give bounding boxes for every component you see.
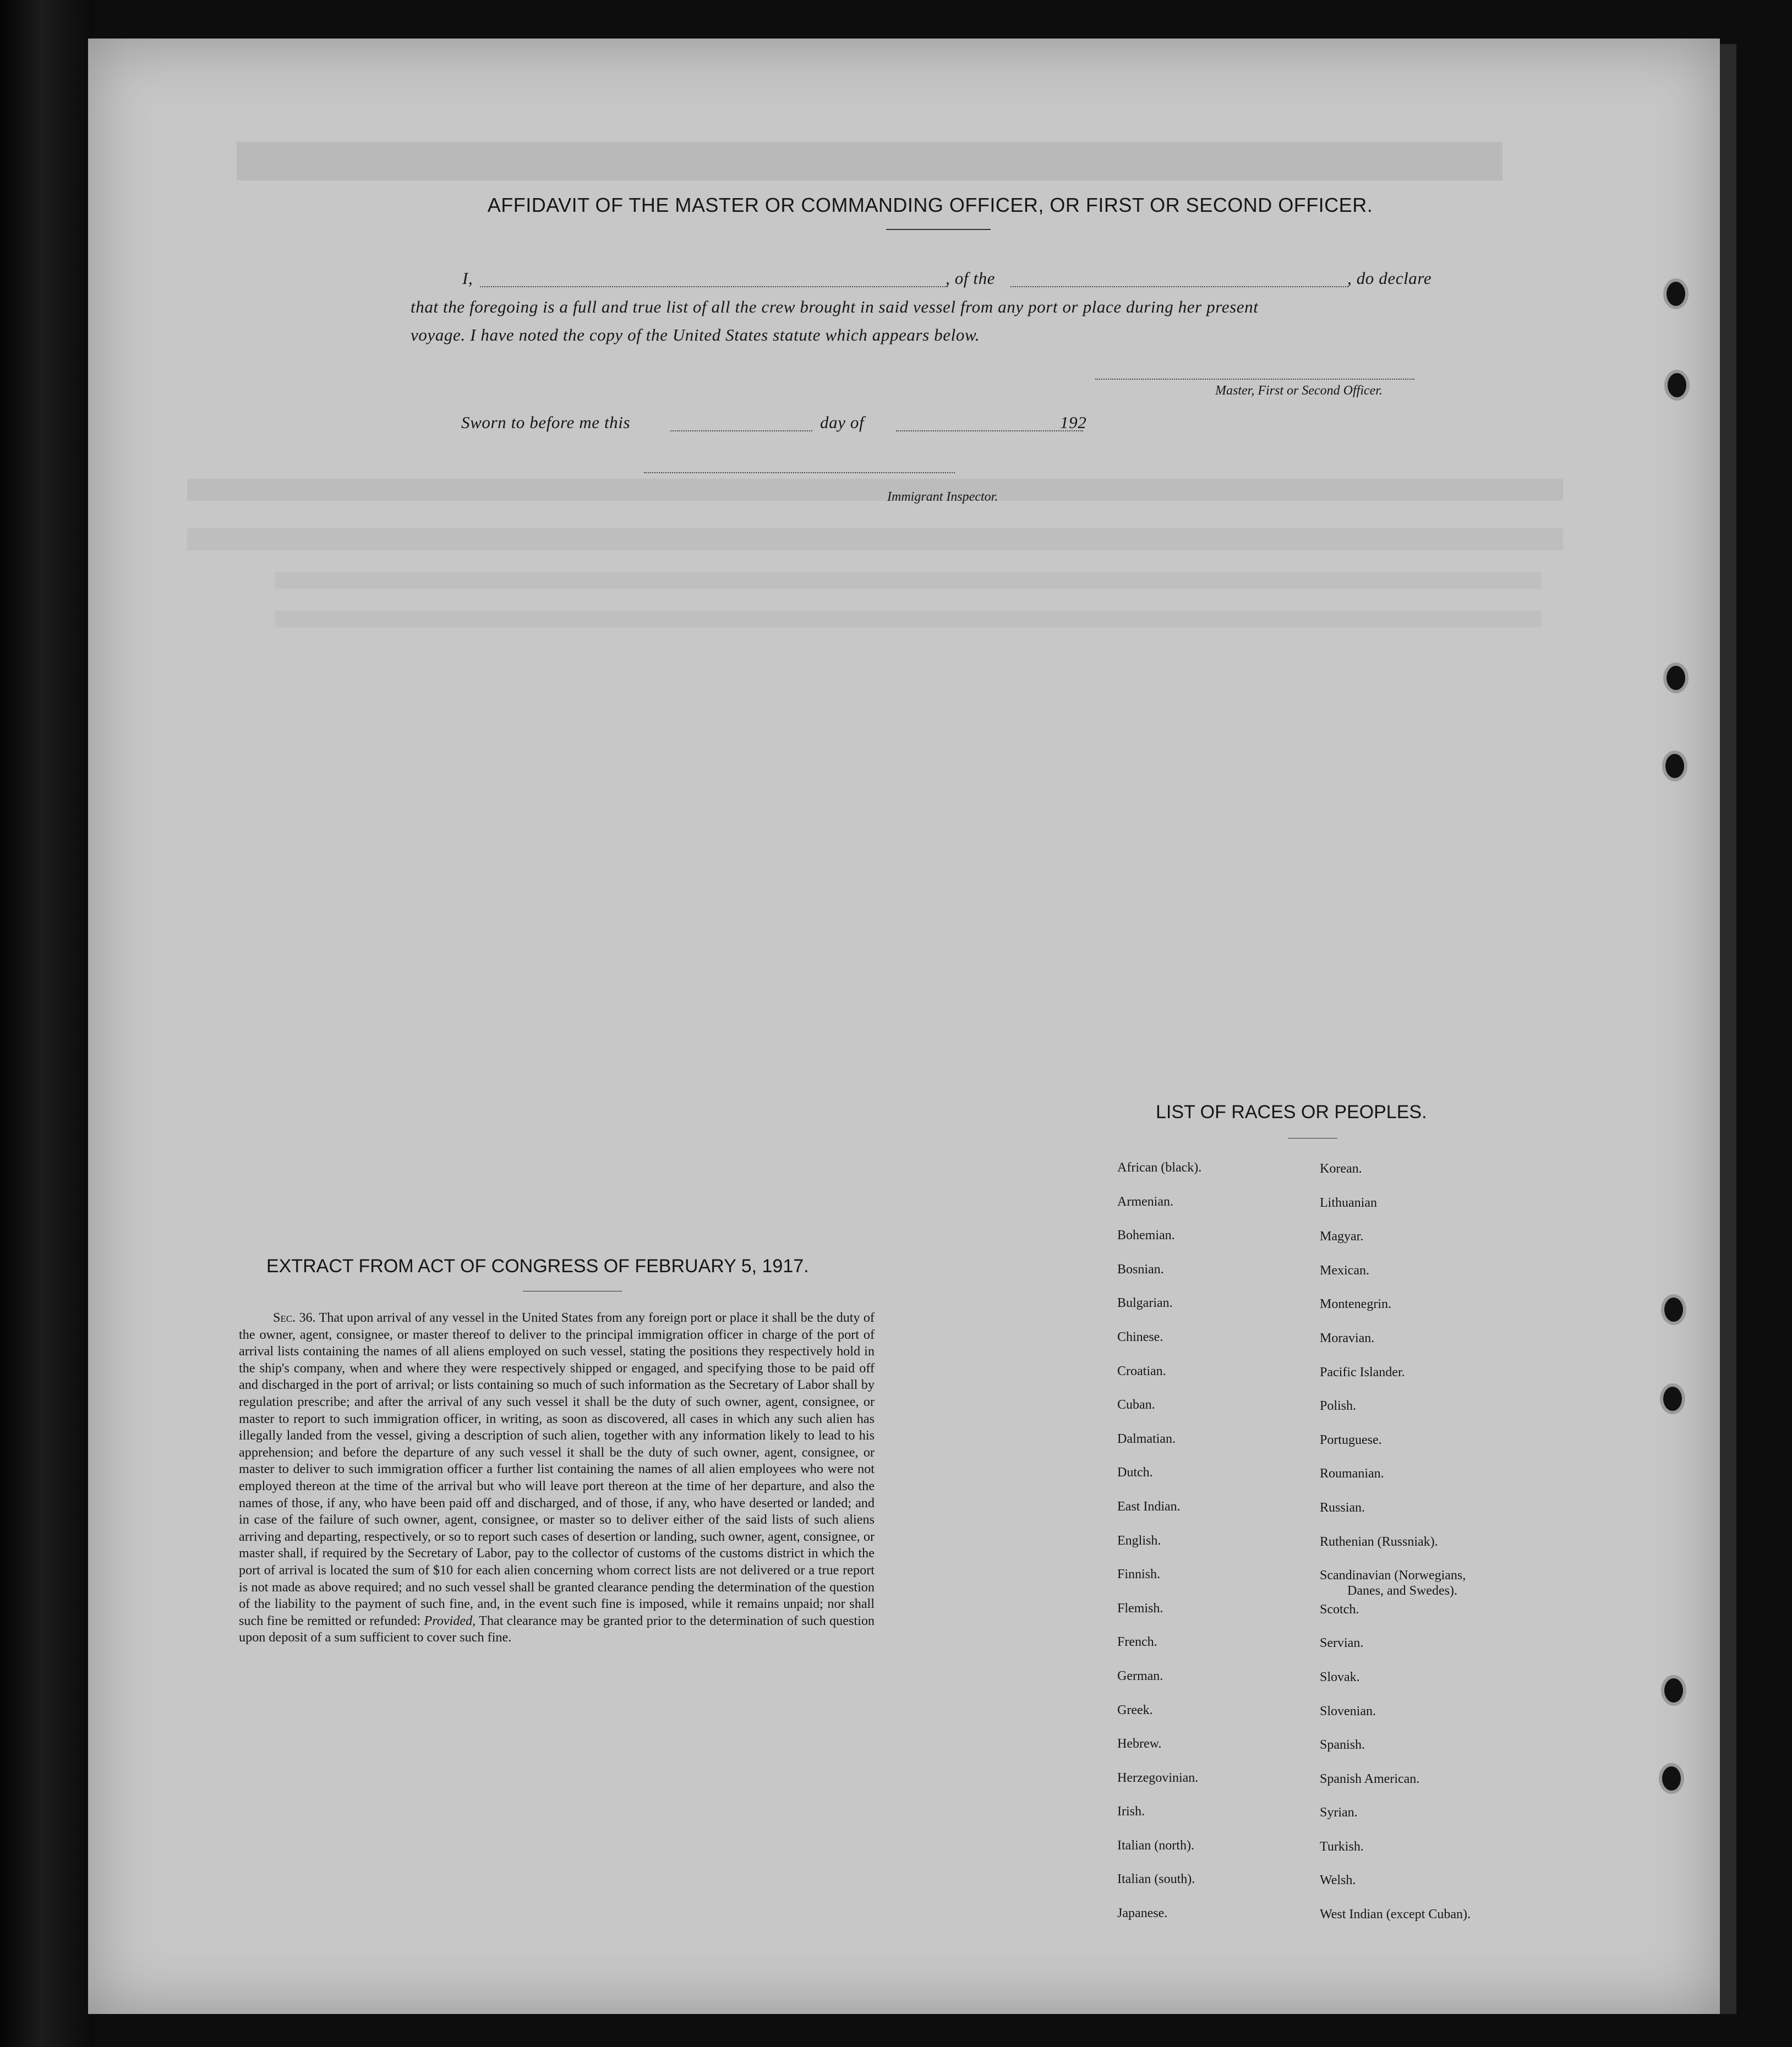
race-item: Portuguese. xyxy=(1320,1432,1382,1447)
binder-hole xyxy=(1668,373,1686,397)
race-item: Hebrew. xyxy=(1117,1737,1162,1752)
race-item: Croatian. xyxy=(1117,1364,1166,1378)
race-item: Polish. xyxy=(1320,1399,1357,1414)
affidavit-do-declare-label: , do declare xyxy=(1347,269,1432,288)
races-column-left xyxy=(1117,1160,1201,1940)
race-item-line-2: Danes, and Swedes). xyxy=(1347,1584,1457,1599)
inspector-caption: Immigrant Inspector. xyxy=(887,490,998,504)
race-item: Chinese. xyxy=(1117,1329,1163,1344)
affidavit-of-the-label: , of the xyxy=(946,269,996,288)
affidavit-line-2: that the foregoing is a full and true list of all the crew brought in said vessel from any port or place during her present xyxy=(411,297,1259,316)
race-item: Pacific Islander. xyxy=(1320,1365,1405,1380)
bleed-through-band xyxy=(275,611,1541,627)
race-item: Korean. xyxy=(1320,1162,1362,1176)
bleed-through-band xyxy=(237,142,1503,180)
race-item: East Indian. xyxy=(1117,1499,1181,1514)
binder-hole xyxy=(1664,1678,1683,1703)
signature-caption: Master, First or Second Officer. xyxy=(1215,384,1383,398)
race-item: Spanish American. xyxy=(1320,1771,1420,1786)
binder-hole xyxy=(1664,1298,1683,1322)
race-item-line-1: Scandinavian (Norwegians, xyxy=(1320,1568,1466,1583)
race-item: Dutch. xyxy=(1117,1465,1153,1480)
binder-hole xyxy=(1665,754,1684,778)
race-item: Cuban. xyxy=(1117,1398,1155,1413)
race-item: Flemish. xyxy=(1117,1601,1163,1616)
race-item: Dalmatian. xyxy=(1117,1431,1176,1446)
bleed-through-band xyxy=(187,479,1563,501)
race-item: Welsh. xyxy=(1320,1873,1356,1888)
vessel-blank xyxy=(1010,286,1348,287)
race-item: Irish. xyxy=(1117,1804,1145,1819)
month-blank xyxy=(896,430,1083,431)
provided-label: Provided, xyxy=(424,1613,476,1628)
race-item: Mexican. xyxy=(1320,1263,1369,1278)
race-item: French. xyxy=(1117,1635,1157,1650)
race-item: Greek. xyxy=(1117,1703,1153,1717)
affidavit-line-3: voyage. I have noted the copy of the United States statute which appears below. xyxy=(411,325,980,344)
race-item: Japanese. xyxy=(1117,1906,1168,1921)
race-item: Montenegrin. xyxy=(1320,1297,1391,1312)
race-item: Bosnian. xyxy=(1117,1262,1164,1277)
bleed-through-band xyxy=(187,528,1563,550)
race-item: Russian. xyxy=(1320,1500,1365,1515)
race-item: Spanish. xyxy=(1320,1738,1365,1753)
races-title-underline xyxy=(1288,1138,1337,1139)
race-item: Armenian. xyxy=(1117,1194,1173,1209)
scan-border-left xyxy=(0,0,94,2047)
race-item: Servian. xyxy=(1320,1636,1364,1651)
day-blank xyxy=(670,430,812,431)
race-item: Ruthenian (Russniak). xyxy=(1320,1534,1438,1549)
affidavit-i-label: I, xyxy=(462,269,473,288)
race-item: Moravian. xyxy=(1320,1331,1375,1345)
races-title: LIST OF RACES OR PEOPLES. xyxy=(1156,1102,1427,1123)
signature-blank xyxy=(1095,379,1414,380)
race-item: Scotch. xyxy=(1320,1602,1359,1617)
title-underline xyxy=(886,229,991,230)
extract-title: EXTRACT FROM ACT OF CONGRESS OF FEBRUARY 5, 1917. xyxy=(266,1256,809,1277)
race-item: Magyar. xyxy=(1320,1229,1364,1244)
scan-border-right xyxy=(1720,44,1736,2014)
name-blank xyxy=(480,286,948,287)
race-item: Italian (north). xyxy=(1117,1838,1194,1853)
race-item: Roumanian. xyxy=(1320,1466,1384,1481)
race-item: Italian (south). xyxy=(1117,1872,1195,1887)
extract-text-part-2: That clearance may be granted prior to the determination of such question upon deposit of a sum sufficient to cover such fine. xyxy=(239,1613,875,1645)
race-item: Bulgarian. xyxy=(1117,1296,1173,1311)
race-item: Herzegovinian. xyxy=(1117,1770,1199,1785)
binder-hole xyxy=(1663,1387,1682,1411)
race-item: German. xyxy=(1117,1668,1163,1683)
race-item: West Indian (except Cuban). xyxy=(1320,1907,1471,1922)
inspector-blank xyxy=(644,472,955,473)
bleed-through-band xyxy=(275,572,1541,589)
extract-text-part-1: That upon arrival of any vessel in the United States from any foreign port or place it shall be the duty of the owner, agent, consignee, or master thereof to deliver to the principal immigration officer in charge of the port of arrival lists containing the names of all aliens employed on such vessel, stating the positions they respectively hold in the ship's company, when and where they were respectively shipped or engaged, and specifying those to be paid off and discharged in the port of arrival; or lists containing so much of such information as the Secretary of Labor shall by regulation prescribe; and after the arrival of any such vessel it shall be the duty of such owner, agent, consignee, or master to report to such immigration officer, in writing, as soon as discovered, all cases in which any such alien has illegally landed from the vessel, giving a description of such alien, together with any information likely to lead to his apprehension; and before the departure of any such vessel it shall be the duty of such owner, agent, consignee, or master to deliver to such immigration officer a further list containing the names of all alien employees who were not employed thereon at the time of the arrival but who will leave port thereon at the time of her departure, and also the names of those, if any, who have been paid off and discharged, and of those, if any, who have deserted or landed; and in case of the failure of such owner, agent, consignee, or master so to deliver either of the said lists of such aliens arriving and departing, respectively, or so to report such cases of desertion or landing, such owner, agent, consignee, or master shall, if required by the Secretary of Labor, pay to the collector of customs of the customs district in which the port of arrival is located the sum of $10 for each alien concerning whom correct lists are not delivered or a true report is not made as above required; and no such vessel shall be granted clearance pending the determination of the question of the liability to the payment of such fine, and, in the event such fine is imposed, while it remains unpaid; nor shall such fine be remitted or refunded: xyxy=(239,1310,875,1628)
race-item: African (black). xyxy=(1117,1161,1202,1175)
race-item: Turkish. xyxy=(1320,1839,1364,1854)
sworn-label: Sworn to before me this xyxy=(461,413,631,432)
binder-hole xyxy=(1667,666,1685,690)
races-column-right xyxy=(1320,1161,1471,1941)
race-item: Lithuanian xyxy=(1320,1195,1377,1210)
section-label: Sec. 36. xyxy=(273,1310,316,1325)
binder-hole xyxy=(1662,1766,1681,1791)
race-item: English. xyxy=(1117,1533,1161,1548)
race-item: Finnish. xyxy=(1117,1567,1161,1582)
extract-body xyxy=(239,1310,875,1646)
race-item: Slovenian. xyxy=(1320,1704,1376,1718)
affidavit-title: AFFIDAVIT OF THE MASTER OR COMMANDING OFFICER, OR FIRST OR SECOND OFFICER. xyxy=(487,194,1373,216)
day-of-label: day of xyxy=(820,413,865,432)
race-item-scandinavian xyxy=(1320,1568,1471,1602)
binder-hole xyxy=(1667,282,1685,306)
race-item: Slovak. xyxy=(1320,1670,1360,1684)
year-prefix: 192 xyxy=(1060,413,1087,432)
race-item: Syrian. xyxy=(1320,1805,1358,1820)
race-item: Bohemian. xyxy=(1117,1228,1175,1243)
